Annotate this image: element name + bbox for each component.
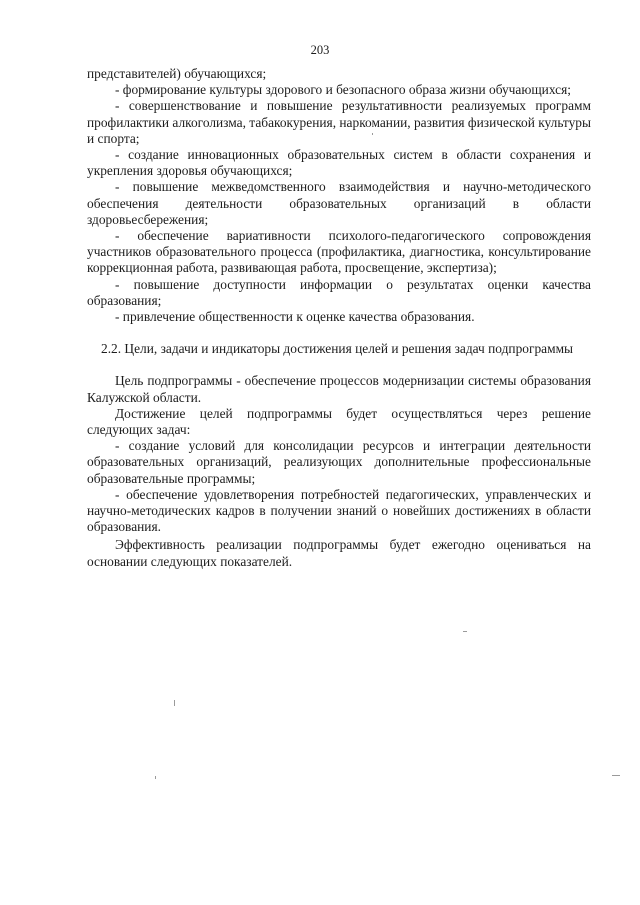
list-item: - повышение межведомственного взаимодействия и научно-методического обеспечения деятельности образовательных организаций в области здоровьесбережения; <box>87 179 591 227</box>
document-body <box>87 66 591 570</box>
page-number: 203 <box>310 43 330 57</box>
list-item: - создание инновационных образовательных систем в области сохранения и укрепления здоровья обучающихся; <box>87 147 591 179</box>
list-item: - привлечение общественности к оценке качества образования. <box>115 309 475 325</box>
list-item: - обеспечение вариативности психолого-педагогического сопровождения участников образовательного процесса (профилактика, диагностика, консультирование коррекционная работа, развивающая работа, просвещение, экспертиза); <box>87 228 591 276</box>
list-item: - совершенствование и повышение результативности реализуемых программ профилактики алкоголизма, табакокурения, наркомании, развития физической культуры и спорта; <box>87 98 591 146</box>
list-continuation-line: представителей) обучающихся; <box>87 66 267 81</box>
list-item: - формирование культуры здорового и безопасного образа жизни обучающихся; <box>115 82 571 98</box>
list-item: - обеспечение удовлетворения потребностей педагогических, управленческих и научно-методических кадров в получении знаний о новейших достижениях в области образования. <box>87 486 591 535</box>
scan-mark <box>155 776 156 779</box>
list-item: - создание условий для консолидации ресурсов и интеграции деятельности образовательных организаций, реализующих дополнительные профессиональные образовательные программы; <box>87 438 591 486</box>
list-item: - повышение доступности информации о результатах оценки качества образования; <box>87 276 591 308</box>
paragraph: Цель подпрограммы - обеспечение процессов модернизации системы образования Калужской области. <box>87 373 591 405</box>
scan-mark <box>463 631 467 632</box>
section-heading: 2.2. Цели, задачи и индикаторы достижения целей и решения задач подпрограммы <box>101 341 574 357</box>
scan-mark <box>372 133 373 135</box>
scan-mark <box>174 700 175 706</box>
scan-mark <box>612 775 620 776</box>
paragraph: Эффективность реализации подпрограммы будет ежегодно оцениваться на основании следующих показателей. <box>87 537 591 569</box>
paragraph: Достижение целей подпрограммы будет осуществляться через решение следующих задач: <box>87 405 591 438</box>
